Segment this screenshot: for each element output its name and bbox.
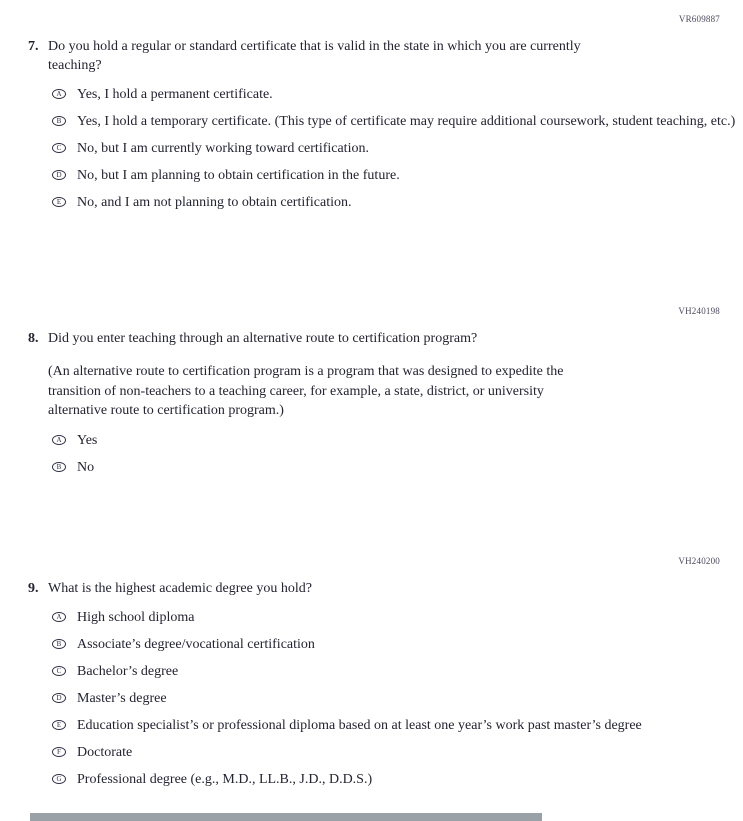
answer-option[interactable] <box>0 608 743 627</box>
answer-oval-icon[interactable]: D <box>52 170 66 180</box>
answer-oval-icon[interactable]: A <box>52 435 66 445</box>
answer-oval-icon[interactable]: A <box>52 89 66 99</box>
answer-option[interactable] <box>0 743 743 762</box>
answer-option-label: Yes, I hold a permanent certificate. <box>77 87 273 102</box>
answer-option-label: Professional degree (e.g., M.D., LL.B., J.D., D.D.S.) <box>77 772 373 787</box>
answer-option-label: No, but I am planning to obtain certification in the future. <box>77 168 400 183</box>
answer-oval-icon[interactable]: E <box>52 197 66 207</box>
answer-option[interactable] <box>0 431 743 450</box>
answer-option[interactable] <box>0 112 743 131</box>
question-number: 9. <box>28 581 39 596</box>
question-code: VH240200 <box>678 556 720 566</box>
question-note: (An alternative route to certification program is a program that was designed to expedite the transition of non-teachers to a teaching career, for example, a state, district, or university alternative route to certification program.) <box>48 364 564 418</box>
answer-oval-icon[interactable]: B <box>52 639 66 649</box>
question-7 <box>0 37 743 75</box>
answer-oval-icon[interactable]: G <box>52 774 66 784</box>
answer-oval-icon[interactable]: C <box>52 666 66 676</box>
question-number: 8. <box>28 331 39 346</box>
question-7-options <box>0 85 743 212</box>
answer-option-label: Education specialist’s or professional diploma based on at least one year’s work past master’s degree <box>77 718 642 733</box>
answer-option-label: No, but I am currently working toward certification. <box>77 141 369 156</box>
question-text: Did you enter teaching through an alternative route to certification program? <box>48 331 478 346</box>
question-text: Do you hold a regular or standard certificate that is valid in the state in which you are currently teaching? <box>48 39 581 73</box>
question-7-section <box>0 14 743 220</box>
question-9-options <box>0 608 743 789</box>
answer-option[interactable] <box>0 689 743 708</box>
answer-oval-icon[interactable]: B <box>52 116 66 126</box>
answer-option-label: Yes <box>77 432 98 448</box>
question-9 <box>0 579 743 598</box>
answer-oval-icon[interactable]: A <box>52 612 66 622</box>
answer-oval-icon[interactable]: B <box>52 462 66 472</box>
answer-option[interactable] <box>0 85 743 104</box>
answer-option-label: Doctorate <box>77 745 133 760</box>
answer-oval-icon[interactable]: E <box>52 720 66 730</box>
answer-option-label: No, and I am not planning to obtain certification. <box>77 195 352 210</box>
question-8-options <box>0 431 743 477</box>
question-number: 7. <box>28 39 39 54</box>
answer-option[interactable] <box>0 166 743 185</box>
footer-bar <box>30 813 542 821</box>
answer-option[interactable] <box>0 139 743 158</box>
answer-option-label: Master’s degree <box>77 691 167 706</box>
answer-oval-icon[interactable]: C <box>52 143 66 153</box>
answer-option[interactable] <box>0 193 743 212</box>
question-code: VH240198 <box>678 306 720 316</box>
question-8 <box>0 329 743 348</box>
question-9-section <box>0 556 743 797</box>
answer-oval-icon[interactable]: D <box>52 693 66 703</box>
answer-option[interactable] <box>0 716 743 735</box>
answer-option-label: Bachelor’s degree <box>77 664 179 679</box>
answer-oval-icon[interactable]: F <box>52 747 66 757</box>
answer-option-label: High school diploma <box>77 610 195 625</box>
answer-option-label: No <box>77 459 95 475</box>
question-8-section <box>0 306 743 485</box>
answer-option[interactable] <box>0 662 743 681</box>
answer-option-label: Yes, I hold a temporary certificate. (This type of certificate may require additional coursework, student teaching, etc.) <box>77 114 736 129</box>
question-code: VR609887 <box>678 14 720 24</box>
answer-option[interactable] <box>0 635 743 654</box>
answer-option[interactable] <box>0 458 743 477</box>
question-text: What is the highest academic degree you hold? <box>48 581 312 596</box>
answer-option[interactable] <box>0 770 743 789</box>
answer-option-label: Associate’s degree/vocational certification <box>77 637 315 652</box>
